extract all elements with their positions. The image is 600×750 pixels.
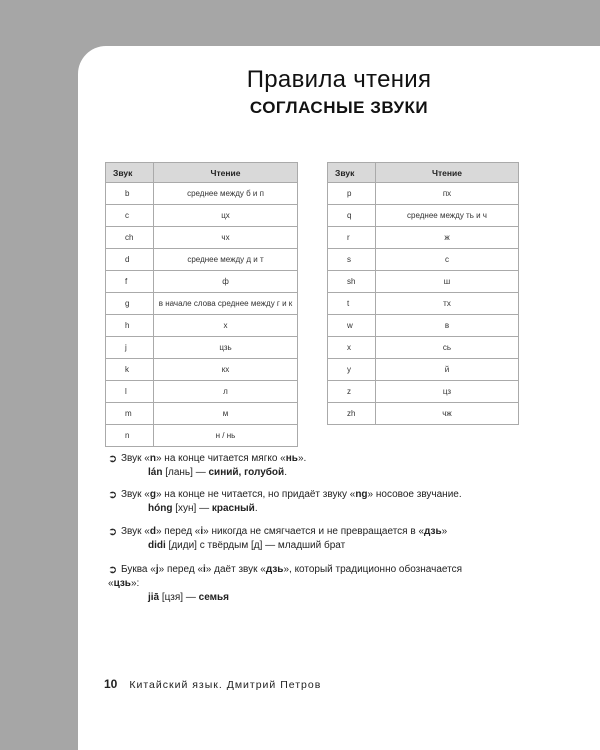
- table-row: [106, 183, 298, 205]
- note-rule-line-continued: «цзь»:: [108, 578, 140, 589]
- consonants-table-left: [105, 162, 298, 447]
- reading-cell: м: [154, 403, 298, 425]
- sound-cell: ch: [106, 227, 154, 249]
- reading-cell: ф: [154, 271, 298, 293]
- reading-cell: чх: [154, 227, 298, 249]
- sound-cell: q: [328, 205, 376, 227]
- sound-cell: h: [106, 315, 154, 337]
- arrow-bullet-icon: ➲: [108, 489, 118, 501]
- reading-cell: н / нь: [154, 425, 298, 447]
- page-subtitle: СОГЛАСНЫЕ ЗВУКИ: [249, 98, 429, 117]
- table-row: [106, 227, 298, 249]
- table-row: [106, 205, 298, 227]
- reading-cell: цзь: [154, 337, 298, 359]
- reading-cell: с: [376, 249, 519, 271]
- reading-cell: чж: [376, 403, 519, 425]
- arrow-bullet-icon: ➲: [108, 564, 118, 576]
- sound-cell: p: [328, 183, 376, 205]
- table-row: [328, 249, 519, 271]
- column-header-reading: Чтение: [376, 163, 519, 183]
- arrow-bullet-icon: ➲: [108, 453, 118, 465]
- sound-cell: d: [106, 249, 154, 271]
- table-row: [106, 403, 298, 425]
- table-row: [106, 381, 298, 403]
- sound-cell: zh: [328, 403, 376, 425]
- note-example-line: didi [диди] с твёрдым [д] — младший брат: [148, 540, 346, 551]
- sound-cell: z: [328, 381, 376, 403]
- reading-cell: ш: [376, 271, 519, 293]
- reading-cell: тх: [376, 293, 519, 315]
- book-page: [78, 46, 600, 750]
- sound-cell: f: [106, 271, 154, 293]
- table-row: [328, 403, 519, 425]
- consonants-table-right: [327, 162, 519, 425]
- reading-cell: пх: [376, 183, 519, 205]
- table-row: [328, 205, 519, 227]
- sound-cell: l: [106, 381, 154, 403]
- sound-cell: c: [106, 205, 154, 227]
- reading-cell: цз: [376, 381, 519, 403]
- sound-cell: w: [328, 315, 376, 337]
- reading-cell: ж: [376, 227, 519, 249]
- note-rule-line: Буква «j» перед «i» даёт звук «дзь», который традиционно обозначается: [121, 564, 462, 575]
- reading-cell: цх: [154, 205, 298, 227]
- reading-cell: х: [154, 315, 298, 337]
- sound-cell: t: [328, 293, 376, 315]
- table-header-row: [106, 163, 298, 183]
- reading-cell: й: [376, 359, 519, 381]
- sound-cell: s: [328, 249, 376, 271]
- reading-cell: среднее между б и п: [154, 183, 298, 205]
- note-n-ending: [108, 452, 558, 480]
- arrow-bullet-icon: ➲: [108, 526, 118, 538]
- note-g-ending: [108, 488, 558, 516]
- table-row: [106, 337, 298, 359]
- table-row: [328, 315, 519, 337]
- table-row: [328, 293, 519, 315]
- table-header-row: [328, 163, 519, 183]
- sound-cell: sh: [328, 271, 376, 293]
- reading-cell: в: [376, 315, 519, 337]
- note-rule-line: Звук «g» на конце не читается, но придаёт звуку «ng» носовое звучание.: [121, 489, 462, 500]
- reading-cell: сь: [376, 337, 519, 359]
- reading-cell: кх: [154, 359, 298, 381]
- note-d-before-i: [108, 525, 558, 553]
- note-example-line: jiā [цзя] — семья: [148, 592, 230, 603]
- note-example-line: hóng [хун] — красный.: [148, 503, 258, 514]
- table-row: [328, 381, 519, 403]
- sound-cell: y: [328, 359, 376, 381]
- table-row: [328, 359, 519, 381]
- reading-cell: л: [154, 381, 298, 403]
- sound-cell: j: [106, 337, 154, 359]
- table-row: [328, 183, 519, 205]
- table-row: [106, 315, 298, 337]
- sound-cell: k: [106, 359, 154, 381]
- table-row: [106, 425, 298, 447]
- reading-cell: среднее между д и т: [154, 249, 298, 271]
- note-example-line: lán [лань] — синий, голубой.: [148, 467, 287, 478]
- table-row: [106, 249, 298, 271]
- sound-cell: r: [328, 227, 376, 249]
- note-rule-line: Звук «d» перед «i» никогда не смягчается и не превращается в «дзь»: [121, 526, 448, 537]
- column-header-sound: Звук: [328, 163, 376, 183]
- note-j-before-i: [108, 563, 558, 605]
- sound-cell: x: [328, 337, 376, 359]
- sound-cell: b: [106, 183, 154, 205]
- table-row: [328, 227, 519, 249]
- table-row: [106, 271, 298, 293]
- page-title: Правила чтения: [246, 66, 432, 93]
- table-row: [328, 271, 519, 293]
- reading-cell: в начале слова среднее между г и к: [154, 293, 298, 315]
- page-footer: [104, 677, 321, 691]
- table-row: [328, 337, 519, 359]
- table-row: [106, 293, 298, 315]
- page-number: 10: [104, 677, 118, 691]
- sound-cell: g: [106, 293, 154, 315]
- note-rule-line: Звук «n» на конце читается мягко «нь».: [121, 453, 307, 464]
- table-row: [106, 359, 298, 381]
- column-header-reading: Чтение: [154, 163, 298, 183]
- reading-cell: среднее между ть и ч: [376, 205, 519, 227]
- column-header-sound: Звук: [106, 163, 154, 183]
- sound-cell: n: [106, 425, 154, 447]
- footer-book-title: Китайский язык. Дмитрий Петров: [129, 679, 322, 691]
- sound-cell: m: [106, 403, 154, 425]
